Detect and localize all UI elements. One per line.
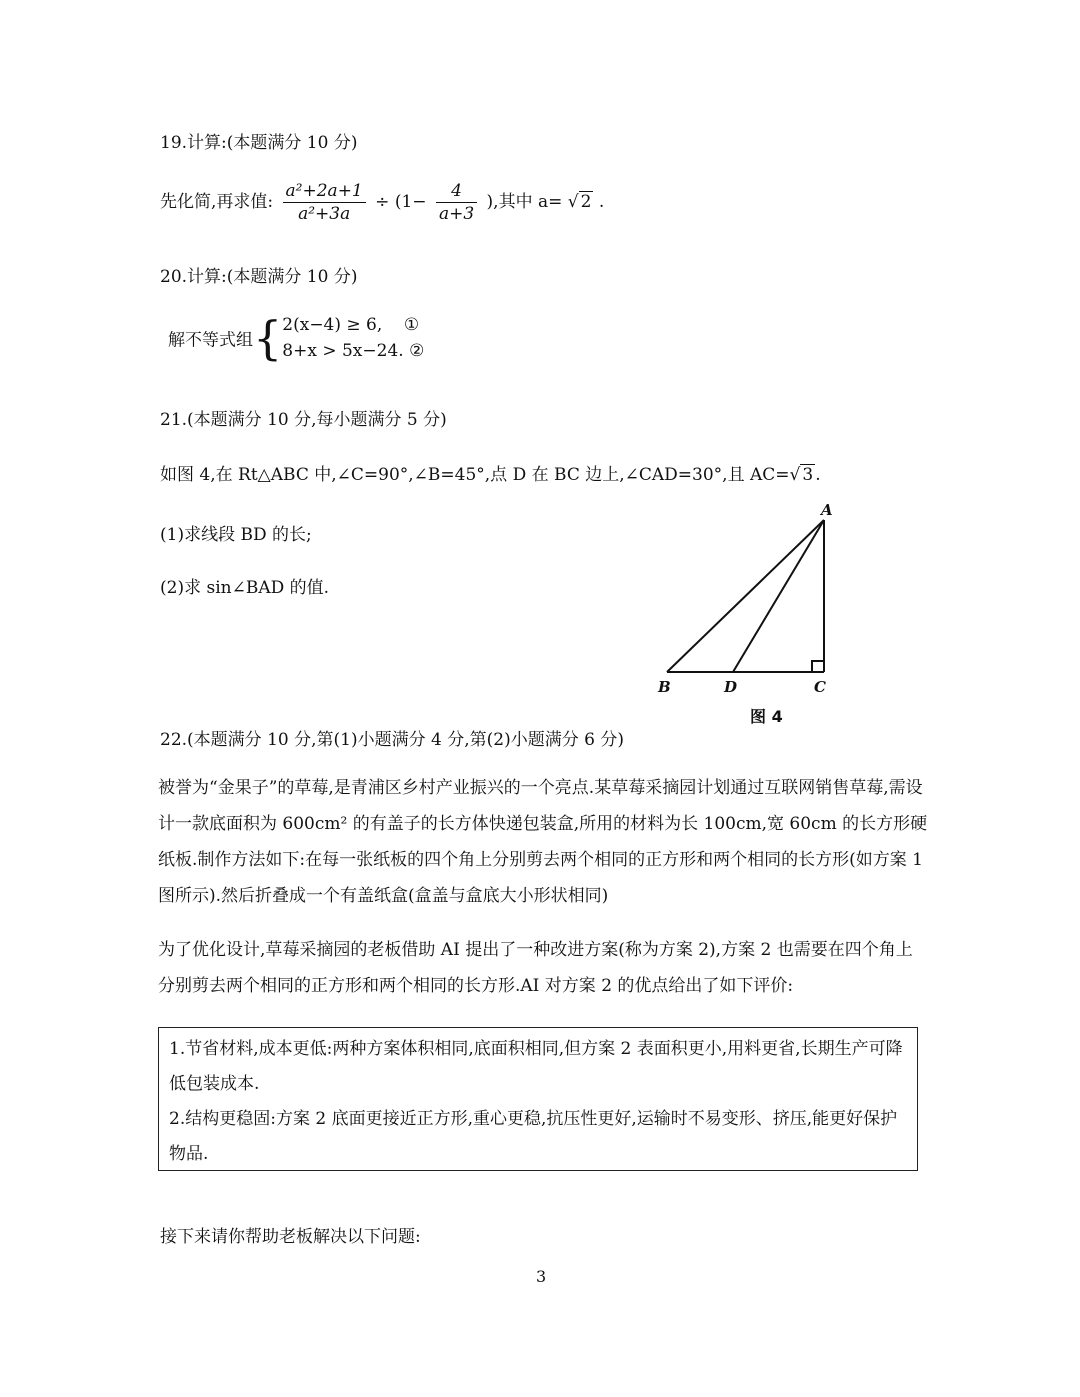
ai-evaluation-box [158,1027,918,1171]
q20-mark2: ② [409,341,425,361]
q22-heading: 22.(本题满分 10 分,第(1)小题满分 4 分,第(2)小题满分 6 分) [160,730,624,750]
q20-prefix: 解不等式组 [168,330,253,351]
q20-mark1: ① [403,315,420,335]
q21-radicand: 3 [802,465,814,485]
q21-end: . [815,465,821,485]
q21-part2: (2)求 sin∠BAD 的值. [160,578,330,598]
q20-inequalities [282,312,424,364]
label-b: B [658,678,671,696]
q19-fraction-1 [283,180,366,225]
q20-system [168,312,424,364]
right-angle-mark [812,661,824,672]
evaluation-item-1: 1.节省材料,成本更低:两种方案体积相同,底面积相同,但方案 2 表面积更小,用料更省,长期生产可降低包装成本. [169,1039,903,1094]
q19-heading: 19.计算:(本题满分 10 分) [160,133,358,153]
label-d: D [724,678,738,696]
q22-closing: 接下来请你帮助老板解决以下问题: [160,1227,421,1247]
q19-den1: a²+3a [298,204,351,224]
q19-expression [160,180,604,225]
q21-stem-line [160,460,821,485]
q19-num2: 4 [436,180,477,203]
q19-radicand: 2 [580,192,592,212]
figure-caption: 图 4 [750,707,783,726]
q20-heading: 20.计算:(本题满分 10 分) [160,267,358,287]
q19-open: (1− [394,192,427,212]
q20-ineq2: 8+x > 5x−24. [282,341,404,361]
page-number: 3 [536,1267,547,1286]
q21-part1: (1)求线段 BD 的长; [160,525,312,545]
q19-sqrt: √ 2 [567,192,592,212]
q22-paragraph-2: 为了优化设计,草莓采摘园的老板借助 AI 提出了一种改进方案(称为方案 2),方案 2 也需要在四个角上分别剪去两个相同的正方形和两个相同的长方形.AI 对方案 2 的优点给出了如下评价: [158,940,913,996]
q19-div: ÷ [375,192,390,212]
evaluation-item-2: 2.结构更稳固:方案 2 底面更接近正方形,重心更稳,抗压性更好,运输时不易变形、挤压,能更好保护物品. [169,1109,898,1164]
q22-paragraph-1: 被誉为“金果子”的草莓,是青浦区乡村产业振兴的一个亮点.某草莓采摘园计划通过互联网销售草莓,需设计一款底面积为 600cm² 的有盖子的长方体快递包装盒,所用的材料为长 100cm,宽 60cm 的长方形硬纸板.制作方法如下:在每一张纸板的四个角上分别剪去两个相同的正方形和两个相同的长方形(如方案 1 图所示).然后折叠成一个有盖纸盒(盒盖与盒底大小形状相同) [158,778,928,906]
q20-ineq1: 2(x−4) ≥ 6, [282,315,383,335]
label-a: A [821,501,833,519]
q19-close: ),其中 a= [486,192,563,212]
q19-num1: a²+2a+1 [283,180,366,203]
q21-stem: 如图 4,在 Rt△ABC 中,∠C=90°,∠B=45°,点 D 在 BC 边上,∠CAD=30°,且 AC= [160,465,790,485]
q19-end: . [598,192,605,212]
label-c: C [814,678,826,696]
q19-prefix: 先化简,再求值: [160,192,274,212]
left-brace-icon: { [253,311,283,365]
triangle-figure [650,500,850,730]
q19-fraction-2 [436,180,477,225]
q19-den2: a+3 [438,204,475,224]
q21-sqrt: √ 3 [789,465,814,485]
q21-heading: 21.(本题满分 10 分,每小题满分 5 分) [160,410,447,430]
